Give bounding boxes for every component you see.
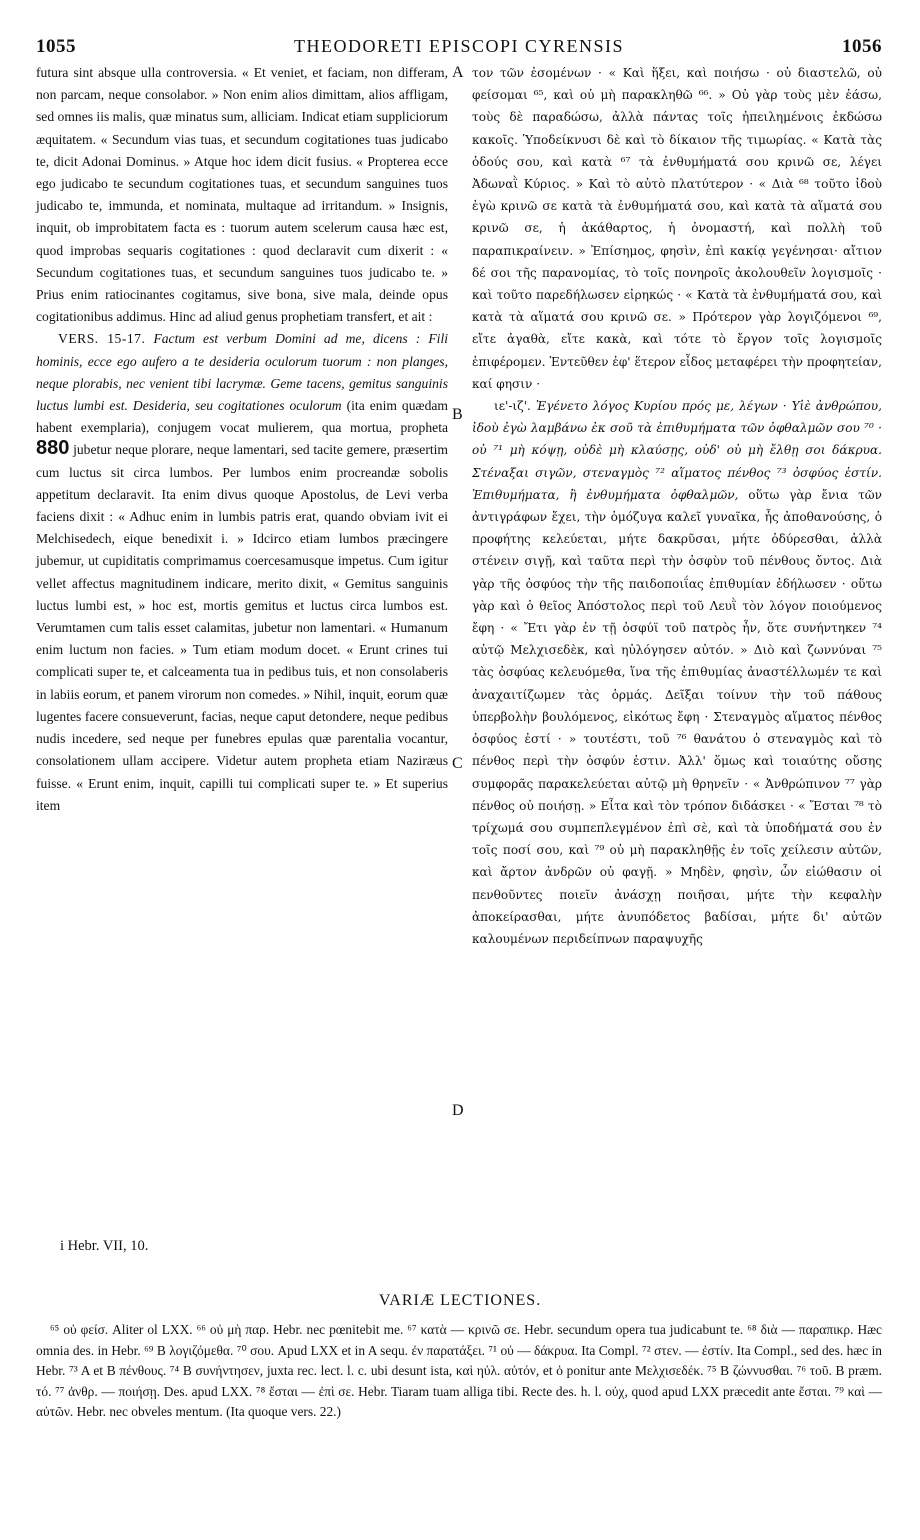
latin-paragraph: futura sint absque ulla controversia. « Et veniet, et faciam, non differam, non parcam, neque consolabor. » Non enim alios dimittam, alios affligam, sed omnes iis malis, quæ minatus sum, alliciam. Indicat etiam suppliciorum æquitatem. « Secundum vias tuas, et secundum cogitationes tuas judicabo te, dicit Adonai Dominus. » Atque hoc idem dicit fusius. « Propterea ecce ego judicabo te secundum cogitationes tuas, et secundum sanguines tuos judicabo te, immunda, et nominata, multaque ad irritandum. » Insignis, inquit, ob improbitatem facta es : tuorum autem scelerum causa hæc est, quod improbas sequaris cogitationes : quod declaravit cum dixerit : « Secundum cogitationes tuas, et secundum sanguines tuos judicabo te. » Prius enim ratiocinantes cogitamus, sive bona, sive mala, deinde opus cogitationibus addimus. Hinc ad aliud genus prophetiam transfert, et ait : [36, 65, 448, 325]
latin-column [36, 62, 448, 817]
latin-verse-text: Factum est verbum Domini ad me, dicens : Fili hominis, ecce ego aufero a te desideria oculorum tuorum : non planges, neque plorabis, nec venient tibi lacrymæ. Geme tacens, gemitus sanguinis luctus lumbi est. Desideria, seu cogitationes oculorum [36, 331, 448, 414]
margin-letter-c: C [452, 755, 463, 772]
latin-verse-paragraph [36, 328, 448, 816]
column-number-marker: 880 [36, 437, 70, 460]
margin-letter-a: A [452, 64, 464, 81]
page-number-left: 1055 [36, 36, 76, 57]
greek-column [472, 62, 882, 950]
footnote: i Hebr. VII, 10. [60, 1238, 149, 1254]
variae-lectiones-heading: VARIÆ LECTIONES. [378, 1292, 542, 1309]
variae-lectiones [36, 1320, 882, 1423]
margin-letter-b: B [452, 406, 463, 423]
greek-verse-text: Ἐγένετο λόγος Κυρίου πρός με, λέγων · Υἱὲ ἀνθρώπου, ἰδοὺ ἐγὼ λαμβάνω ἐκ σοῦ τὰ ἐπιθυμήματα τῶν ὀφθαλμῶν σου ⁷⁰ · οὐ ⁷¹ μὴ κόψῃ, οὐδὲ μὴ κλαύσῃς, οὐδ' οὐ μὴ ἔλθῃ σοι δάκρυα. Στέναξαι σιγῶν, στεναγμὸς ⁷² αἵματος πένθος ⁷³ ὀσφύος ἐστίν. Ἐπιθυμήματα, ἢ ἐνθυμήματα ὀφθαλμῶν, [472, 399, 882, 502]
page-number-right: 1056 [842, 36, 882, 57]
running-header [36, 36, 882, 62]
variae-text: ⁶⁵ οὐ φείσ. Aliter ol LXX. ⁶⁶ οὐ μὴ παρ. Hebr. nec pœnitebit me. ⁶⁷ κατὰ — κρινῶ σε. Hebr. secundum opera tua judicabunt te. ⁶⁸ διὰ — παραπικρ. Hæc omnia des. in Hebr. ⁶⁹ B λογιζόμεθα. ⁷⁰ σου. Apud LXX et in A sequ. ἐν παρατάξει. ⁷¹ οὐ — δάκρυα. Ita Compl. ⁷² στεν. — ἐστίν. Ita Compl., sed des. hæc in Hebr. ⁷³ A et B πένθους. ⁷⁴ B συνήντησεν, juxta rec. lect. l. c. ubi desunt ista, καὶ ηὐλ. αὐτόν, et ὁ ponitur ante Μελχισεδέκ. ⁷⁵ B ζώννυσθαι. ⁷⁶ τοῦ. B præm. τό. ⁷⁷ ἀνθρ. — ποιήσῃ. Des. apud LXX. ⁷⁸ ἔσται — ἐπὶ σε. Hebr. Tiaram tuam alliga tibi. Recte des. h. l. οὐχ, quod apud LXX præcedit ante ἔσται. ⁷⁹ καὶ — αὐτῶν. Hebr. nec obveles mentum. (Ita quoque vers. 22.) [36, 1322, 882, 1419]
latin-verse-label: VERS. 15-17. [58, 331, 146, 347]
running-title: THEODORETI EPISCOPI CYRENSIS [293, 36, 625, 56]
greek-verse-label: ιε'-ιζ'. [494, 399, 531, 414]
latin-commentary-a: (ita enim quædam habent exemplaria), conjugem vocat mulierem, qua mortua, propheta [36, 398, 448, 436]
latin-commentary-b: jubetur neque plorare, neque lamentari, sed tacite gemere, præsertim cum luctus sit circa lumbos. Per lumbos enim procreandæ sobolis appetitum declaravit. Ita enim divus quoque Apostolus, de Levi verba faciens dixit : « Adhuc enim in lumbis patris erat, quando obviam ivit ei Melchisedech, eique benedixit i. » Idcirco etiam lumbos præcingere jubemur, ut cupiditatis comprimamus coercesamusque impetus. Cum igitur vellet affectus magnitudinem indicare, merito dixit, « Gemitus sanguinis luctus lumbi est, » hoc est, mortis gemitus et luctus circa lumbos est. Verumtamen cum talis esset calamitas, jubetur non lamentari. « Humanum enim luctum non facies. » Tum etiam modum docet. « Erunt crines tui complicati super te, et calceamenta tua in pedibus tuis, et non consolaberis in labiis eorum, et panem virorum non comedes. » Nihil, inquit, eorum quæ lugentes facere consueverunt, facias, neque caput detondere, neque pedibus nudis incedere, sed neque per funebres epulas quæ parentalia vocantur, consolationem ullam accipere. Videtur autem propheta etiam Naziræus fuisse. « Erunt enim, inquit, capilli tui complicati super te. » Et superius item [36, 442, 448, 813]
greek-commentary: οὕτω γὰρ ἔνια τῶν ἀντιγράφων ἔχει, τὴν ὁμόζυγα καλεῖ γυναῖκα, ἧς ἀποθανούσης, ὁ προφήτης κελεύεται, μήτε δακρῦσαι, μήτε ὀδύρεσθαι, ἀλλὰ στένειν σιγῇ, καὶ ταῦτα περὶ τὴν ὀσφὺν τοῦ πένθους ὄντος. Διὰ γὰρ τῆς ὀσφύος τὴν τῆς παιδοποιΐας ἐπιθυμίαν ἐδήλωσεν · οὕτω γὰρ καὶ ὁ θεῖος Ἀπόστολος περὶ τοῦ Λευῒ τὸν λόγον ποιούμενος ἔφη · « Ἔτι γὰρ ἐν τῇ ὀσφύϊ τοῦ πατρὸς ἦν, ὅτε συνήντηκεν ⁷⁴ αὐτῷ Μελχισεδὲκ, καὶ ηὐλόγησεν αὐτόν. » Διὸ καὶ ζωννύναι ⁷⁵ τὰς ὀσφύας κελευόμεθα, ἵνα τῆς ἐπιθυμίας ἀναστέλλωμέν τε καὶ ἀναχαιτίζωμεν τὰς ὁρμάς. Δεῖξαι τοίνυν τὴν τοῦ πάθους ὑπερβολὴν βουλόμενος, εἰκότως ἔφη · Στεναγμὸς αἵματος πένθος ὀσφύος ἐστί · » τουτέστι, τοῦ ⁷⁶ θανάτου ὁ στεναγμὸς καὶ τὸ πένθος περὶ τὴν ὀσφύν ἐστιν. Ἀλλ' ὅμως καὶ τοιαύτης οὔσης συμφορᾶς παρακελεύεται αὐτῷ μὴ θρηνεῖν · « Ἀνθρώπινον ⁷⁷ γὰρ πένθος οὐ ποιήσῃ. » Εἶτα καὶ τὸν τρόπον διδάσκει · « Ἔσται ⁷⁸ τὸ τρίχωμά σου συμπεπλεγμένον ἐπὶ σὲ, καὶ τὰ ὑποδήματά σου ἐν τοῖς ποσί σου, καὶ ⁷⁹ οὐ μὴ παρακληθῇς ἐν τοῖς χείλεσιν αὐτῶν, καὶ ἄρτον ἀνδρῶν οὐ φαγῇ. » Μηδὲν, φησὶν, ὧν εἰώθασιν οἱ πενθοῦντες ποιεῖν ἀνάσχῃ ποιῆσαι, μήτε τὴν κεφαλὴν ἀποκείρασθαι, μήτε ἀνυπόδετος βαδίσαι, μήτε δι' αὐτῶν καλουμένων περιδείπνων παραψυχῆς [472, 487, 882, 946]
greek-paragraph: τον τῶν ἐσομένων · « Καὶ ἥξει, καὶ ποιήσω · οὐ διαστελῶ, οὐ φείσομαι ⁶⁵, καὶ οὐ μὴ παρακληθῶ ⁶⁶. » Οὐ γὰρ τοὺς μὲν ἐάσω, τοὺς δὲ παραδώσω, ἀλλὰ πάντας τοῖς ἠπειλημένοις ἐκδώσω κακοῖς. Ὑποδείκνυσι δὲ καὶ τὸ δίκαιον τῆς τιμωρίας. « Κατὰ τὰς ὁδούς σου, καὶ κατὰ ⁶⁷ τὰ ἐνθυμήματά σου κρινῶ σε, λέγει Ἀδωναῒ Κύριος. » Καὶ τὸ αὐτὸ πλατύτερον · « Διὰ ⁶⁸ τοῦτο ἰδοὺ ἐγὼ κρινῶ σε κατὰ τὰ ἐνθυμήματά σου, καὶ κατὰ τὰ αἵματά σου κρινῶ σε, ἡ ἀκάθαρτος, ἡ ὀνομαστή, καὶ πολλὴ τοῦ παραπικραίνειν. » Ἐπίσημος, φησὶν, ἐπὶ κακίᾳ γεγένησαι· αἴτιον δέ σοι τῆς παρανομίας, τὸ τοῖς πονηροῖς ἀκολουθεῖν λογισμοῖς · καὶ τοῦτο παρεδήλωσεν εἰρηκώς · « Κατὰ τὰ ἐνθυμήματά σου, καὶ κατὰ τὰ αἵματά σου κρινῶ σε. » Πρότερον γὰρ λογιζόμενοι ⁶⁹, εἴτε ἀγαθὰ, εἴτε κακὰ, καὶ τότε τὸ ἔργον τοῖς λογισμοῖς ἐπιφέρομεν. Ἐντεῦθεν ἐφ' ἕτερον εἶδος μεταφέρει τὴν προφητείαν, καί φησιν · [472, 66, 882, 391]
greek-verse-paragraph [472, 395, 882, 950]
margin-letter-d: D [452, 1102, 464, 1119]
